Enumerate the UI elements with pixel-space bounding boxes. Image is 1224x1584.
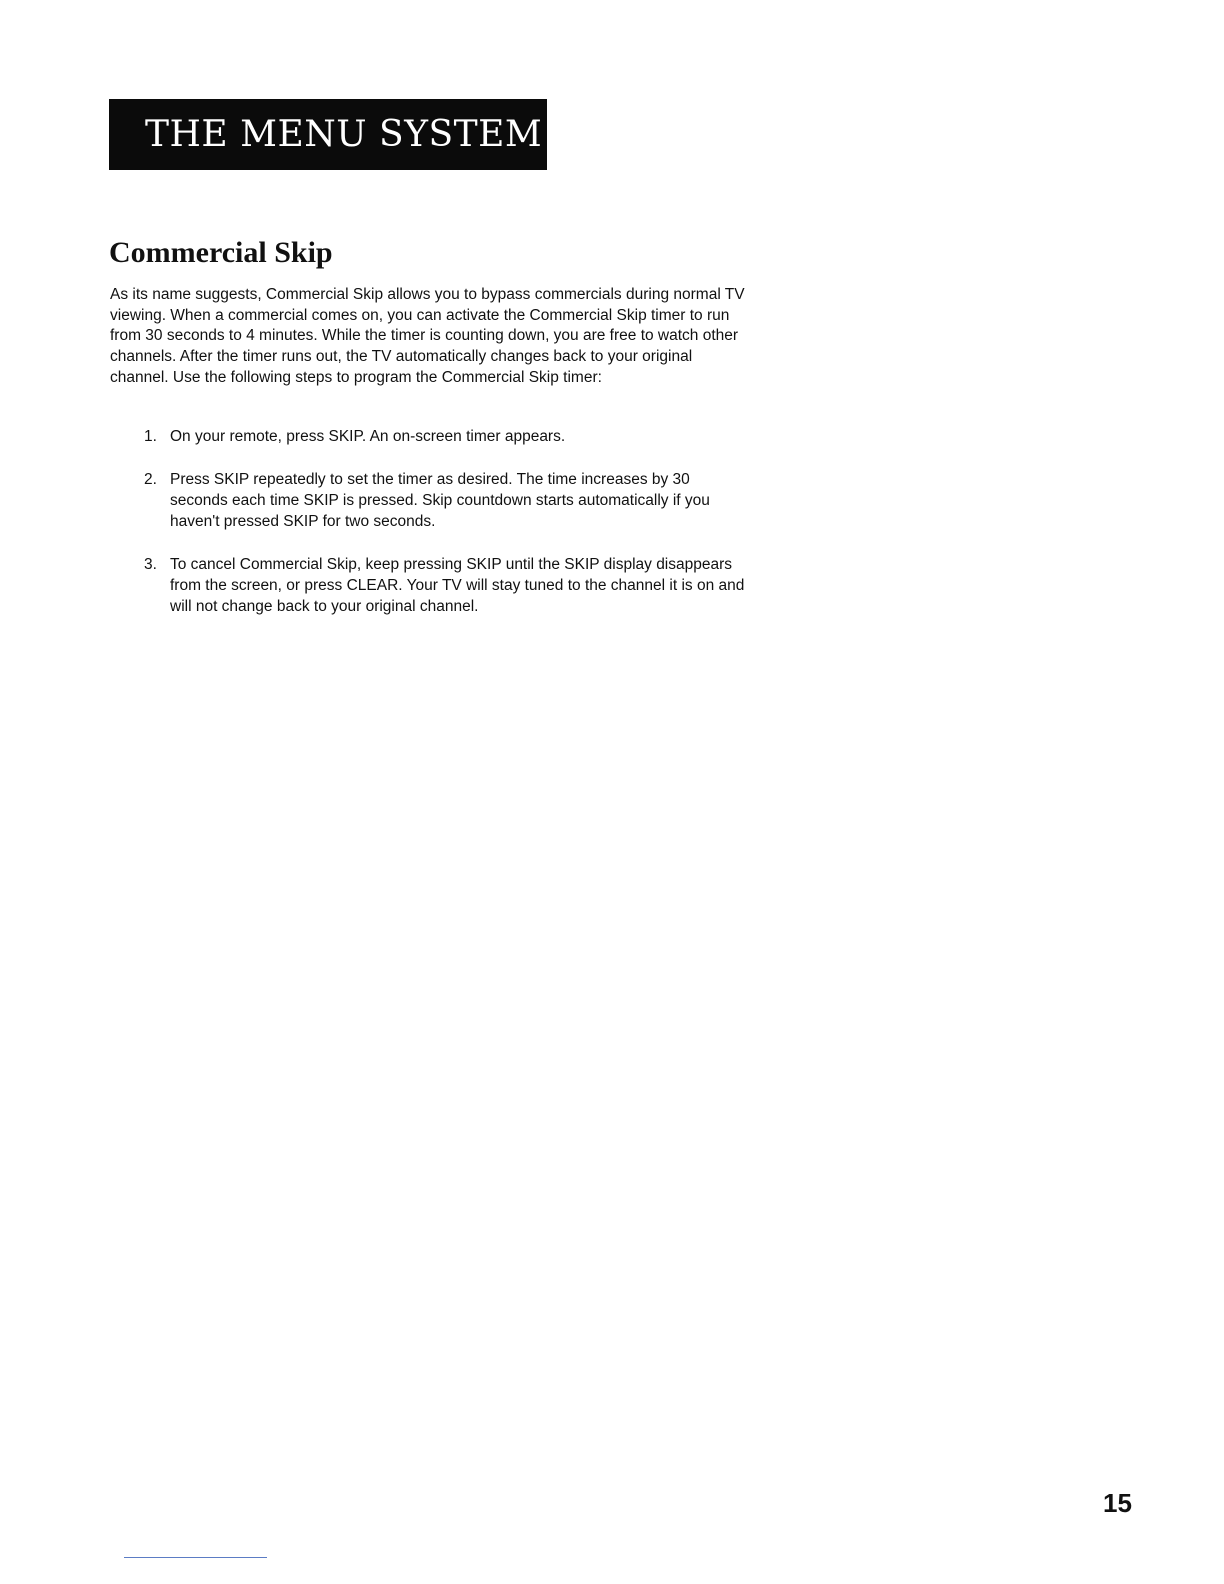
step-item	[110, 554, 750, 617]
steps-list	[110, 426, 750, 639]
step-item	[110, 469, 750, 532]
step-text: On your remote, press SKIP. An on-screen timer appears.	[170, 428, 566, 445]
footer-divider	[124, 1557, 267, 1558]
page-number: 15	[1103, 1488, 1132, 1518]
step-number: 2.	[144, 471, 157, 488]
section-header-bar	[109, 99, 547, 170]
step-number: 1.	[144, 428, 157, 445]
step-item	[110, 426, 750, 447]
chapter-title: THE MENU SYSTEM	[145, 114, 543, 155]
step-text: Press SKIP repeatedly to set the timer as desired. The time increases by 30 seconds each time SKIP is pressed. Skip countdown starts automatically if you haven't pressed SKIP for two seconds.	[170, 471, 710, 530]
step-text: To cancel Commercial Skip, keep pressing SKIP until the SKIP display disappears from the screen, or press CLEAR. Your TV will stay tuned to the channel it is on and will not change back to your original channel.	[170, 556, 745, 615]
step-number: 3.	[144, 556, 157, 573]
intro-paragraph: As its name suggests, Commercial Skip allows you to bypass commercials during normal TV viewing. When a commercial comes on, you can activate the Commercial Skip timer to run from 30 seconds to 4 minutes. While the timer is counting down, you are free to watch other channels. After the timer runs out, the TV automatically changes back to your original channel. Use the following steps to program the Commercial Skip timer:	[110, 286, 745, 386]
section-title: Commercial Skip	[109, 236, 333, 269]
